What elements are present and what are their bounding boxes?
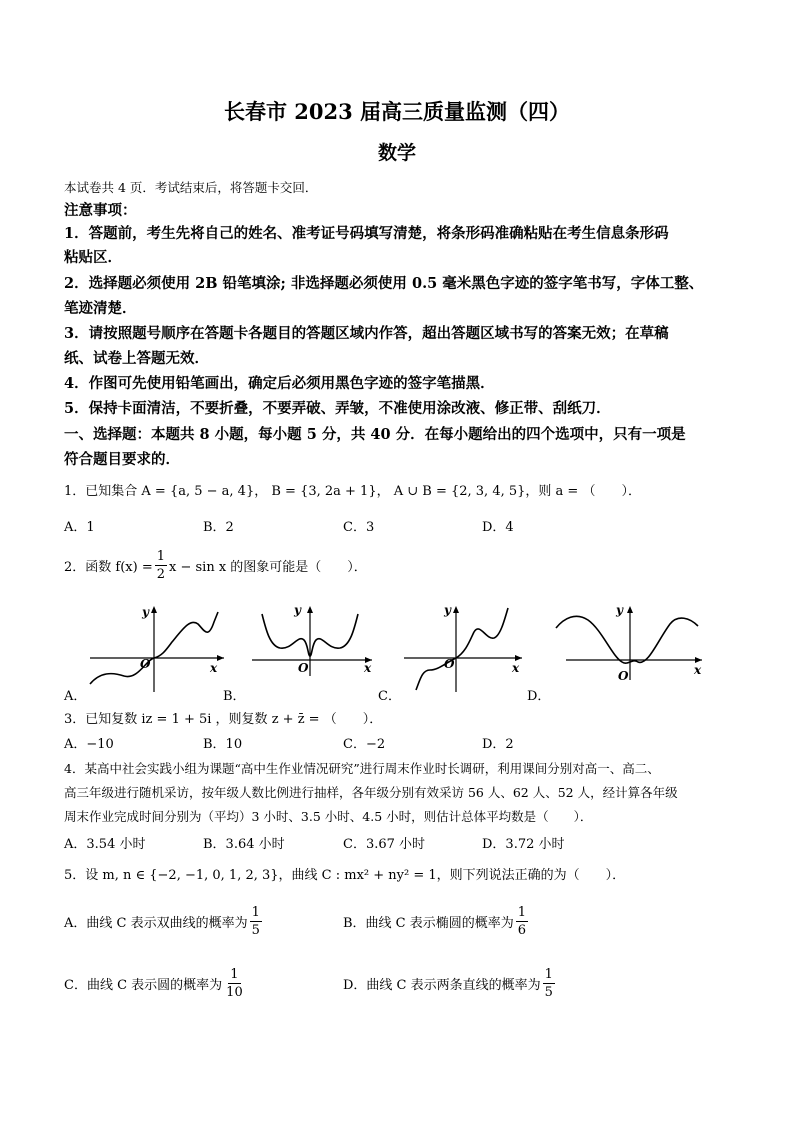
x-label: x (694, 663, 702, 677)
q5-option-c (64, 968, 247, 999)
q4-option-b: B．3.64 小时 (203, 837, 285, 852)
q3-option-c: C．−2 (343, 737, 386, 752)
q2-option-d: D． (527, 689, 551, 704)
notice-heading: 注意事项： (64, 202, 137, 219)
graph-c (400, 600, 528, 695)
question-4-stem-cont: 高三年级进行随机采访，按年级人数比例进行抽样，各年级分别有效采访 56 人、62 人、52 人，经计算各年级 (64, 785, 678, 800)
x-label: x (210, 661, 218, 675)
q2-fraction (155, 550, 167, 581)
q1-option-d: D．4 (482, 520, 514, 535)
q1-option-b: B．2 (203, 520, 234, 535)
question-5-stem: 5．设 m, n ∈ {−2, −1, 0, 1, 2, 3}，曲线 C : mx² + ny² = 1，则下列说法正确的为（ ）． (64, 868, 626, 883)
question-3-stem: 3．已知复数 iz = 1 + 5i ，则复数 z + z̄ = （ ）． (64, 712, 383, 727)
y-arrow-icon (307, 606, 313, 613)
y-label: y (294, 603, 301, 617)
q4-option-a: A．3.54 小时 (64, 837, 146, 852)
graph-d-curve (556, 616, 698, 663)
graph-b (248, 600, 378, 680)
q2-stem-suffix: x − sin x 的图象可能是（ ）． (169, 560, 367, 575)
origin-label: O (444, 657, 455, 671)
q5-option-a (64, 906, 264, 937)
frac-num: 1 (251, 905, 260, 920)
q1-option-c: C．3 (343, 520, 375, 535)
x-arrow-icon (217, 655, 224, 661)
frac-den: 5 (544, 985, 553, 1000)
frac-num: 1 (230, 967, 239, 982)
q5-option-a-fraction (250, 906, 262, 937)
q5-option-d-fraction (543, 968, 555, 999)
page-subtitle: 数学 (377, 142, 416, 164)
q3-option-b: B．10 (203, 737, 243, 752)
notice-item: 5．保持卡面清洁，不要折叠，不要弄破、弄皱，不准使用涂改液、修正带、刮纸刀． (64, 400, 611, 417)
q4-option-d: D．3.72 小时 (482, 837, 565, 852)
q2-option-b: B． (223, 689, 246, 704)
frac-den: 5 (251, 923, 260, 938)
question-2-stem (64, 550, 367, 581)
page-title: 长春市 2023 届高三质量监测（四） (223, 99, 571, 124)
origin-label: O (298, 661, 309, 675)
question-4-stem-cont: 周末作业完成时间分别为（平均）3 小时、3.5 小时、4.5 小时，则估计总体平均数是（ ）． (64, 809, 593, 824)
q2-stem-prefix: 2．函数 f(x) = (64, 560, 153, 575)
notice-item: 3．请按照题号顺序在答题卡各题目的答题区域内作答，超出答题区域书写的答案无效；在草稿 (64, 325, 669, 342)
q5-option-b-text: B．曲线 C 表示椭圆的概率为 (343, 916, 514, 931)
question-4-stem: 4．某高中社会实践小组为课题“高中生作业情况研究”进行周末作业时长调研，利用课间分别对高一、高二、 (64, 761, 660, 776)
y-arrow-icon (151, 606, 157, 613)
y-arrow-icon (627, 606, 633, 613)
q2-option-c: C． (378, 689, 401, 704)
notice-item: 粘贴区． (64, 249, 122, 266)
notice-item: 纸、试卷上答题无效． (64, 350, 209, 367)
notice-item: 笔迹清楚． (64, 300, 137, 317)
section-heading: 一、选择题：本题共 8 小题，每小题 5 分，共 40 分．在每小题给出的四个选项中，只有一项是 (64, 426, 686, 443)
frac-num: 1 (517, 905, 527, 920)
intro-text: 本试卷共 4 页．考试结束后，将答题卡交回． (64, 180, 318, 195)
notice-item: 1．答题前，考生先将自己的姓名、准考证号码填写清楚，将条形码准确粘贴在考生信息条形码 (64, 225, 669, 242)
y-label: y (444, 603, 451, 617)
q5-option-b-fraction (516, 906, 528, 937)
y-label: y (616, 603, 623, 617)
frac-den: 6 (517, 923, 527, 938)
q3-option-d: D．2 (482, 737, 514, 752)
y-arrow-icon (453, 606, 459, 613)
notice-item: 4．作图可先使用铅笔画出，确定后必须用黑色字迹的签字笔描黑． (64, 375, 495, 392)
q2-frac-den: 2 (156, 567, 165, 582)
q5-option-c-text: C．曲线 C 表示圆的概率为 (64, 978, 223, 993)
origin-label: O (140, 657, 151, 671)
q4-option-c: C．3.67 小时 (343, 837, 426, 852)
q5-option-d-text: D．曲线 C 表示两条直线的概率为 (343, 978, 541, 993)
y-label: y (142, 605, 149, 619)
frac-num: 1 (544, 967, 553, 982)
frac-den: 10 (226, 985, 243, 1000)
q2-frac-num: 1 (156, 549, 165, 564)
graph-a (86, 600, 231, 695)
q5-option-c-fraction (224, 968, 245, 999)
graph-c-curve (416, 608, 508, 690)
q2-option-a: A． (64, 689, 87, 704)
q5-option-a-text: A．曲线 C 表示双曲线的概率为 (64, 916, 248, 931)
x-label: x (364, 661, 372, 675)
origin-label: O (618, 669, 629, 683)
notice-item: 2．选择题必须使用 2B 铅笔填涂; 非选择题必须使用 0.5 毫米黑色字迹的签字笔书写，字体工整、 (64, 275, 704, 292)
q3-option-a: A．−10 (64, 737, 114, 752)
question-1-stem: 1．已知集合 A = {a, 5 − a, 4}， B = {3, 2a + 1}， A ∪ B = {2, 3, 4, 5}，则 a = （ ）． (64, 484, 641, 499)
section-heading-cont: 符合题目要求的． (64, 451, 180, 468)
q5-option-d (343, 968, 557, 999)
q1-option-a: A．1 (64, 520, 95, 535)
graph-d (552, 600, 712, 685)
x-label: x (512, 661, 520, 675)
q5-option-b (343, 906, 530, 937)
